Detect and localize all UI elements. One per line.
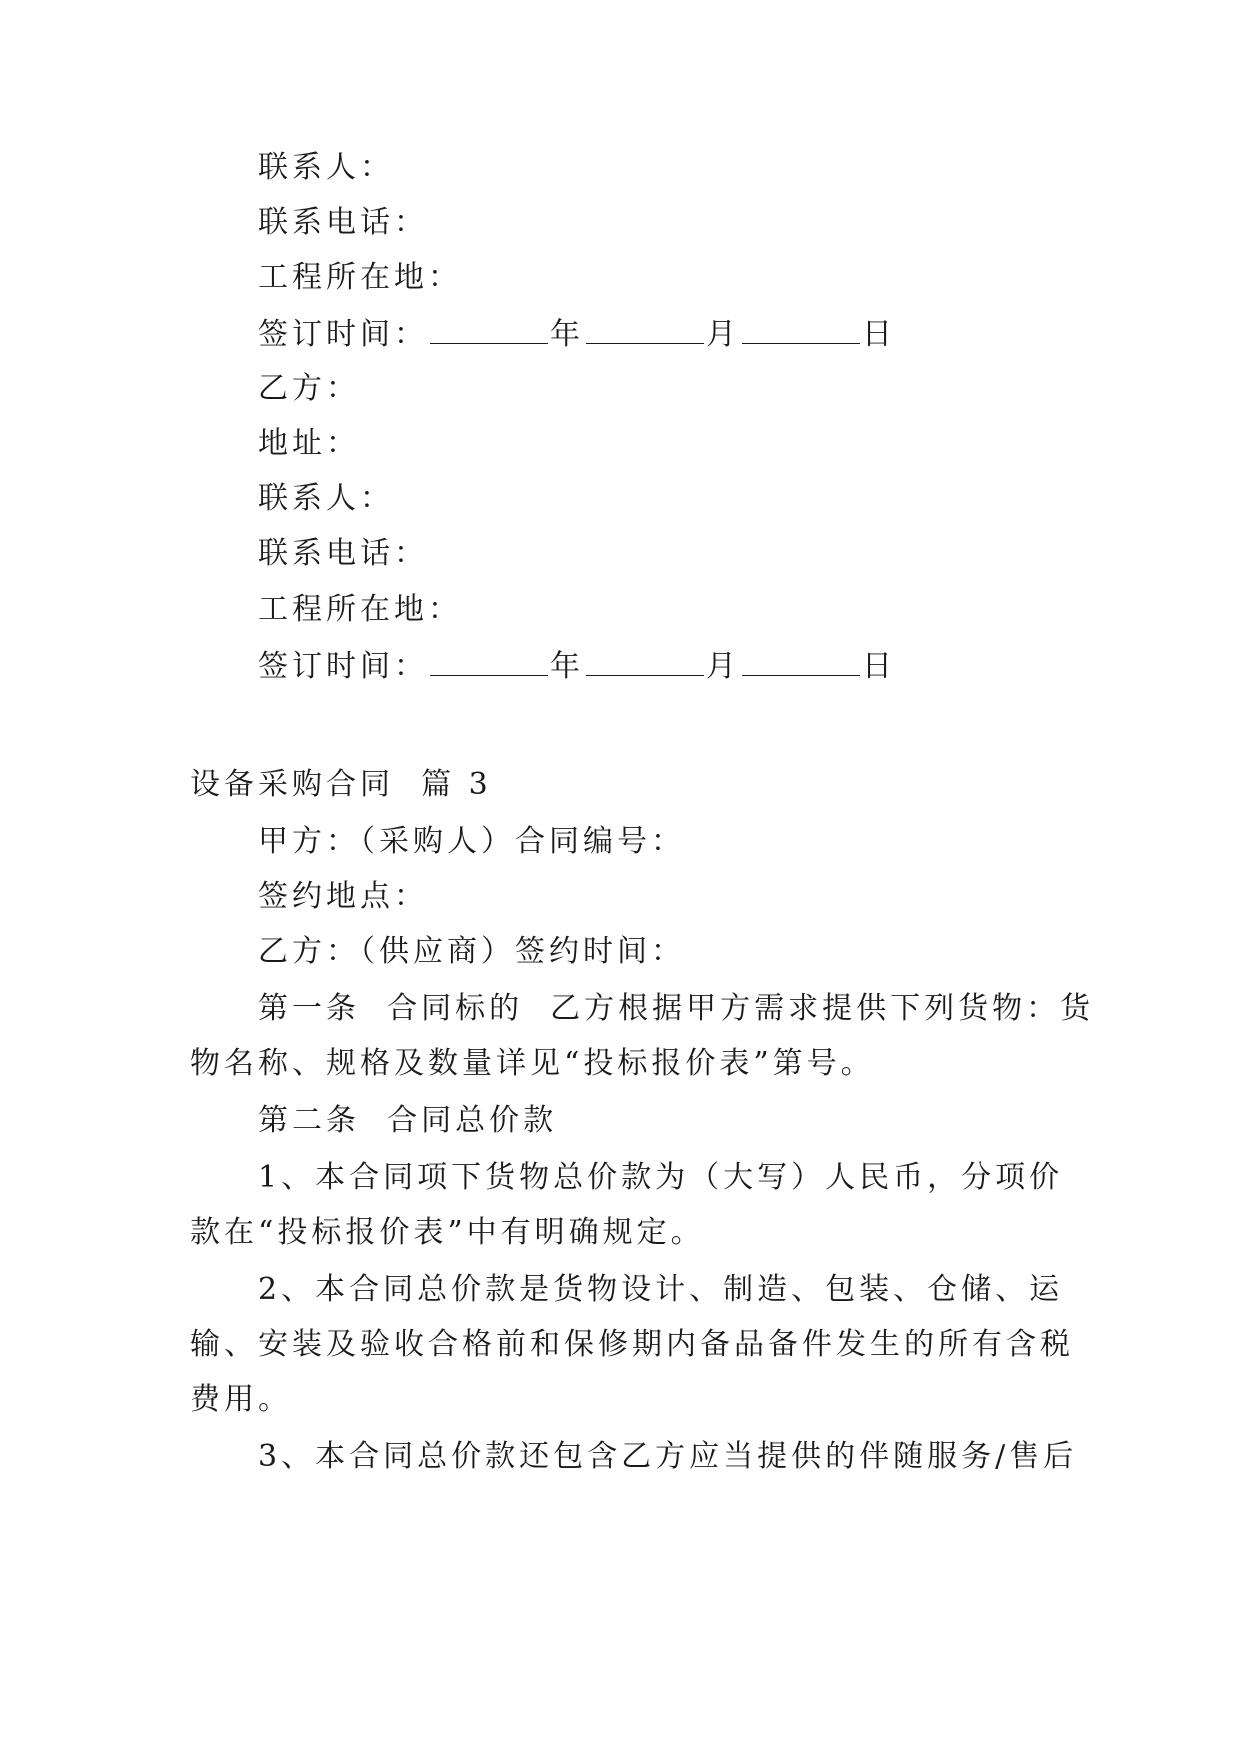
article2-item2-line2: 输、安装及验收合格前和保修期内备品备件发生的所有含税 (190, 1327, 1074, 1362)
article1-line1: 第一条 合同标的 乙方根据甲方需求提供下列货物：货 (258, 991, 1095, 1026)
article2-item1-line1: 1、本合同项下货物总价款为（大写）人民币，分项价 (258, 1160, 1064, 1195)
partyB-address: 地址： (258, 426, 360, 461)
article2-item3-line1: 3、本合同总价款还包含乙方应当提供的伴随服务/售后 (258, 1439, 1078, 1474)
day-label: 日 (862, 649, 896, 684)
day-label: 日 (862, 317, 896, 352)
partyA-phone: 联系电话： (258, 205, 428, 240)
article1-line2: 物名称、规格及数量详见“投标报价表”第号。 (190, 1046, 875, 1081)
sign-date-label: 签订时间： (258, 317, 428, 352)
partyA-location: 工程所在地： (258, 260, 462, 295)
sign-date-label: 签订时间： (258, 649, 428, 684)
partyB-supplier: 乙方：（供应商）签约时间： (258, 934, 685, 969)
year-blank (430, 313, 548, 344)
day-blank (742, 645, 860, 676)
month-blank (586, 645, 704, 676)
partyB-label: 乙方： (258, 371, 360, 406)
article2-item2-line1: 2、本合同总价款是货物设计、制造、包装、仓储、运 (258, 1272, 1064, 1307)
partyB-contact: 联系人： (258, 481, 394, 516)
article2-item1-line2: 款在“投标报价表”中有明确规定。 (190, 1215, 705, 1250)
partyB-location: 工程所在地： (258, 592, 462, 627)
year-label: 年 (550, 317, 584, 352)
year-blank (430, 645, 548, 676)
partyB-sign-date (258, 645, 896, 687)
sign-place: 签约地点： (258, 879, 428, 914)
day-blank (742, 313, 860, 344)
section-title: 设备采购合同 篇 3 (190, 767, 492, 802)
year-label: 年 (550, 649, 584, 684)
partyA-purchaser: 甲方：（采购人）合同编号： (258, 824, 685, 859)
article2-title: 第二条 合同总价款 (258, 1103, 558, 1138)
partyB-phone: 联系电话： (258, 536, 428, 571)
partyA-sign-date (258, 313, 896, 355)
month-label: 月 (706, 317, 740, 352)
month-label: 月 (706, 649, 740, 684)
article2-item2-line3: 费用。 (190, 1382, 292, 1417)
month-blank (586, 313, 704, 344)
partyA-contact: 联系人： (258, 150, 394, 185)
